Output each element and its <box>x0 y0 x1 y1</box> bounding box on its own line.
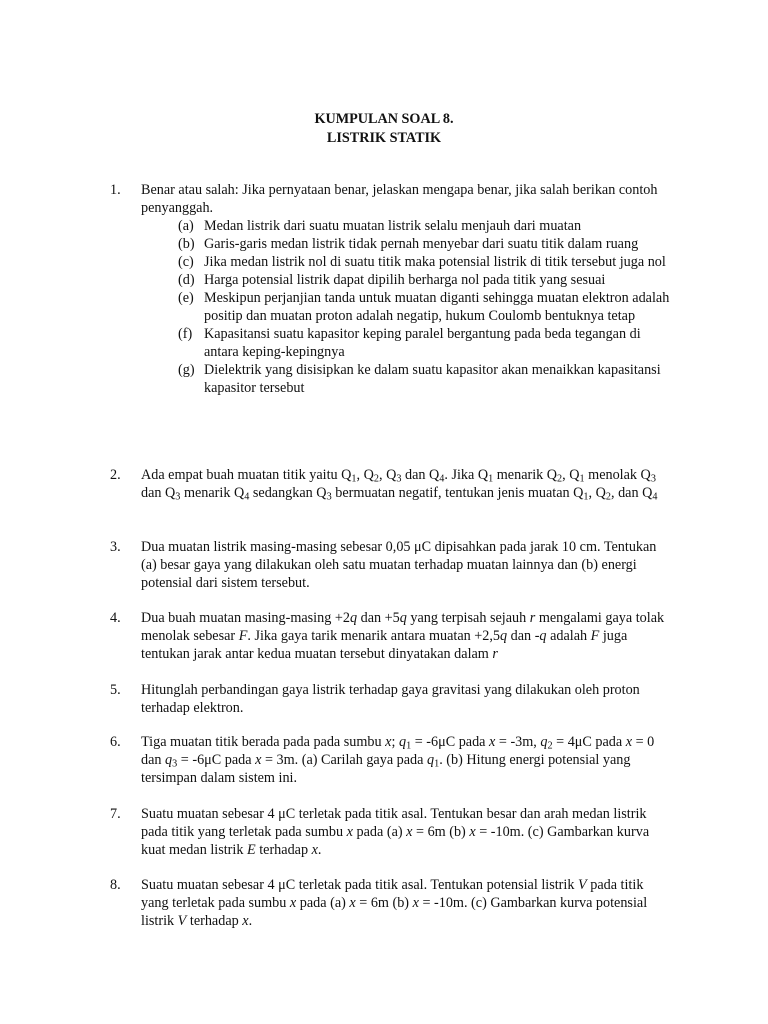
question-number: 3. <box>110 539 121 555</box>
question-number: 5. <box>110 682 121 698</box>
question-8 <box>110 876 670 930</box>
question-number: 4. <box>110 610 121 626</box>
option-text: Garis-garis medan listrik tidak pernah menyebar dari suatu titik dalam ruang <box>204 236 639 252</box>
option-e <box>178 289 670 325</box>
question-text: Dua buah muatan masing-masing +2q dan +5q yang terpisah sejauh r mengalami gaya tolak menolak sebesar F. Jika gaya tarik menarik antara muatan +2,5q dan -q adalah F juga tentukan jarak antar kedua muatan tersebut dinyatakan dalam r <box>141 610 665 662</box>
option-label: (b) <box>178 236 195 252</box>
question-number: 2. <box>110 467 121 483</box>
option-label: (f) <box>178 326 193 342</box>
question-text: Benar atau salah: Jika pernyataan benar, jelaskan mengapa benar, jika salah berikan contoh penyanggah. <box>141 182 658 216</box>
option-a <box>178 217 670 235</box>
question-text: Tiga muatan titik berada pada pada sumbu x; $q_1 = -6\mu C$ pada x = -3m, $q_2 = 4\mu C$ pada x = 0 dan $q_3 = -6\mu C$ pada x = 3m. (a) Carilah gaya pada $q_1$. (b) Hitung energi potensial yang tersimpan dalam sistem ini. <box>141 734 655 786</box>
option-c <box>178 253 670 271</box>
option-text: Jika medan listrik nol di suatu titik maka potensial listrik di titik tersebut juga nol <box>204 254 666 270</box>
question-text: Suatu muatan sebesar 4 μC terletak pada titik asal. Tentukan besar dan arah medan listrik pada titik yang terletak pada sumbu x pada (a) x = 6m (b) x = -10m. (c) Gambarkan kurva kuat medan listrik E terhadap x. <box>141 806 650 858</box>
question-text: Suatu muatan sebesar 4 μC terletak pada titik asal. Tentukan potensial listrik V pada titik yang terletak pada sumbu x pada (a) x = 6m (b) x = -10m. (c) Gambarkan kurva potensial listrik V terhadap x. <box>141 877 648 929</box>
question-4 <box>110 609 670 663</box>
option-label: (g) <box>178 362 195 378</box>
title-line-1: KUMPULAN SOAL 8. <box>314 111 454 127</box>
option-label: (c) <box>178 254 194 270</box>
option-text: Medan listrik dari suatu muatan listrik selalu menjauh dari muatan <box>204 218 582 234</box>
option-b <box>178 235 670 253</box>
question-1 <box>110 181 670 397</box>
option-text: Kapasitansi suatu kapasitor keping paralel bergantung pada beda tegangan di antara keping-kepingnya <box>204 326 641 360</box>
option-list <box>178 217 670 397</box>
question-number: 7. <box>110 806 121 822</box>
option-label: (d) <box>178 272 195 288</box>
option-text: Meskipun perjanjian tanda untuk muatan diganti sehingga muatan elektron adalah positip dan muatan proton adalah negatip, hukum Coulomb bentuknya tetap <box>204 290 670 324</box>
option-g <box>178 361 670 397</box>
question-number: 6. <box>110 734 121 750</box>
question-5 <box>110 681 670 717</box>
question-number: 8. <box>110 877 121 893</box>
question-3 <box>110 538 670 592</box>
option-label: (a) <box>178 218 194 234</box>
question-text: Hitunglah perbandingan gaya listrik terhadap gaya gravitasi yang dilakukan oleh proton terhadap elektron. <box>141 682 640 716</box>
title-line-2: LISTRIK STATIK <box>326 130 442 146</box>
document-title <box>0 110 768 148</box>
option-f <box>178 325 670 361</box>
option-label: (e) <box>178 290 194 306</box>
option-text: Harga potensial listrik dapat dipilih berharga nol pada titik yang sesuai <box>204 272 606 288</box>
question-text: Dua muatan listrik masing-masing sebesar 0,05 μC dipisahkan pada jarak 10 cm. Tentukan (a) besar gaya yang dilakukan oleh satu muatan terhadap muatan lainnya dan (b) energi potensial dari sistem tersebut. <box>141 539 657 591</box>
option-d <box>178 271 670 289</box>
question-7 <box>110 805 670 859</box>
question-number: 1. <box>110 182 121 198</box>
question-text: Ada empat buah muatan titik yaitu $Q_1$, $Q_2$, $Q_3$ dan $Q_4$. Jika $Q_1$ menarik $Q_2$, $Q_1$ menolak $Q_3$ dan $Q_3$ menarik $Q_4$ sedangkan $Q_3$ bermuatan negatif, tentukan jenis muatan $Q_1$, $Q_2$, dan $Q_4$ <box>141 467 658 503</box>
question-6 <box>110 733 670 787</box>
option-text: Dielektrik yang disisipkan ke dalam suatu kapasitor akan menaikkan kapasitansi kapasitor tersebut <box>204 362 661 396</box>
question-2 <box>110 466 670 502</box>
